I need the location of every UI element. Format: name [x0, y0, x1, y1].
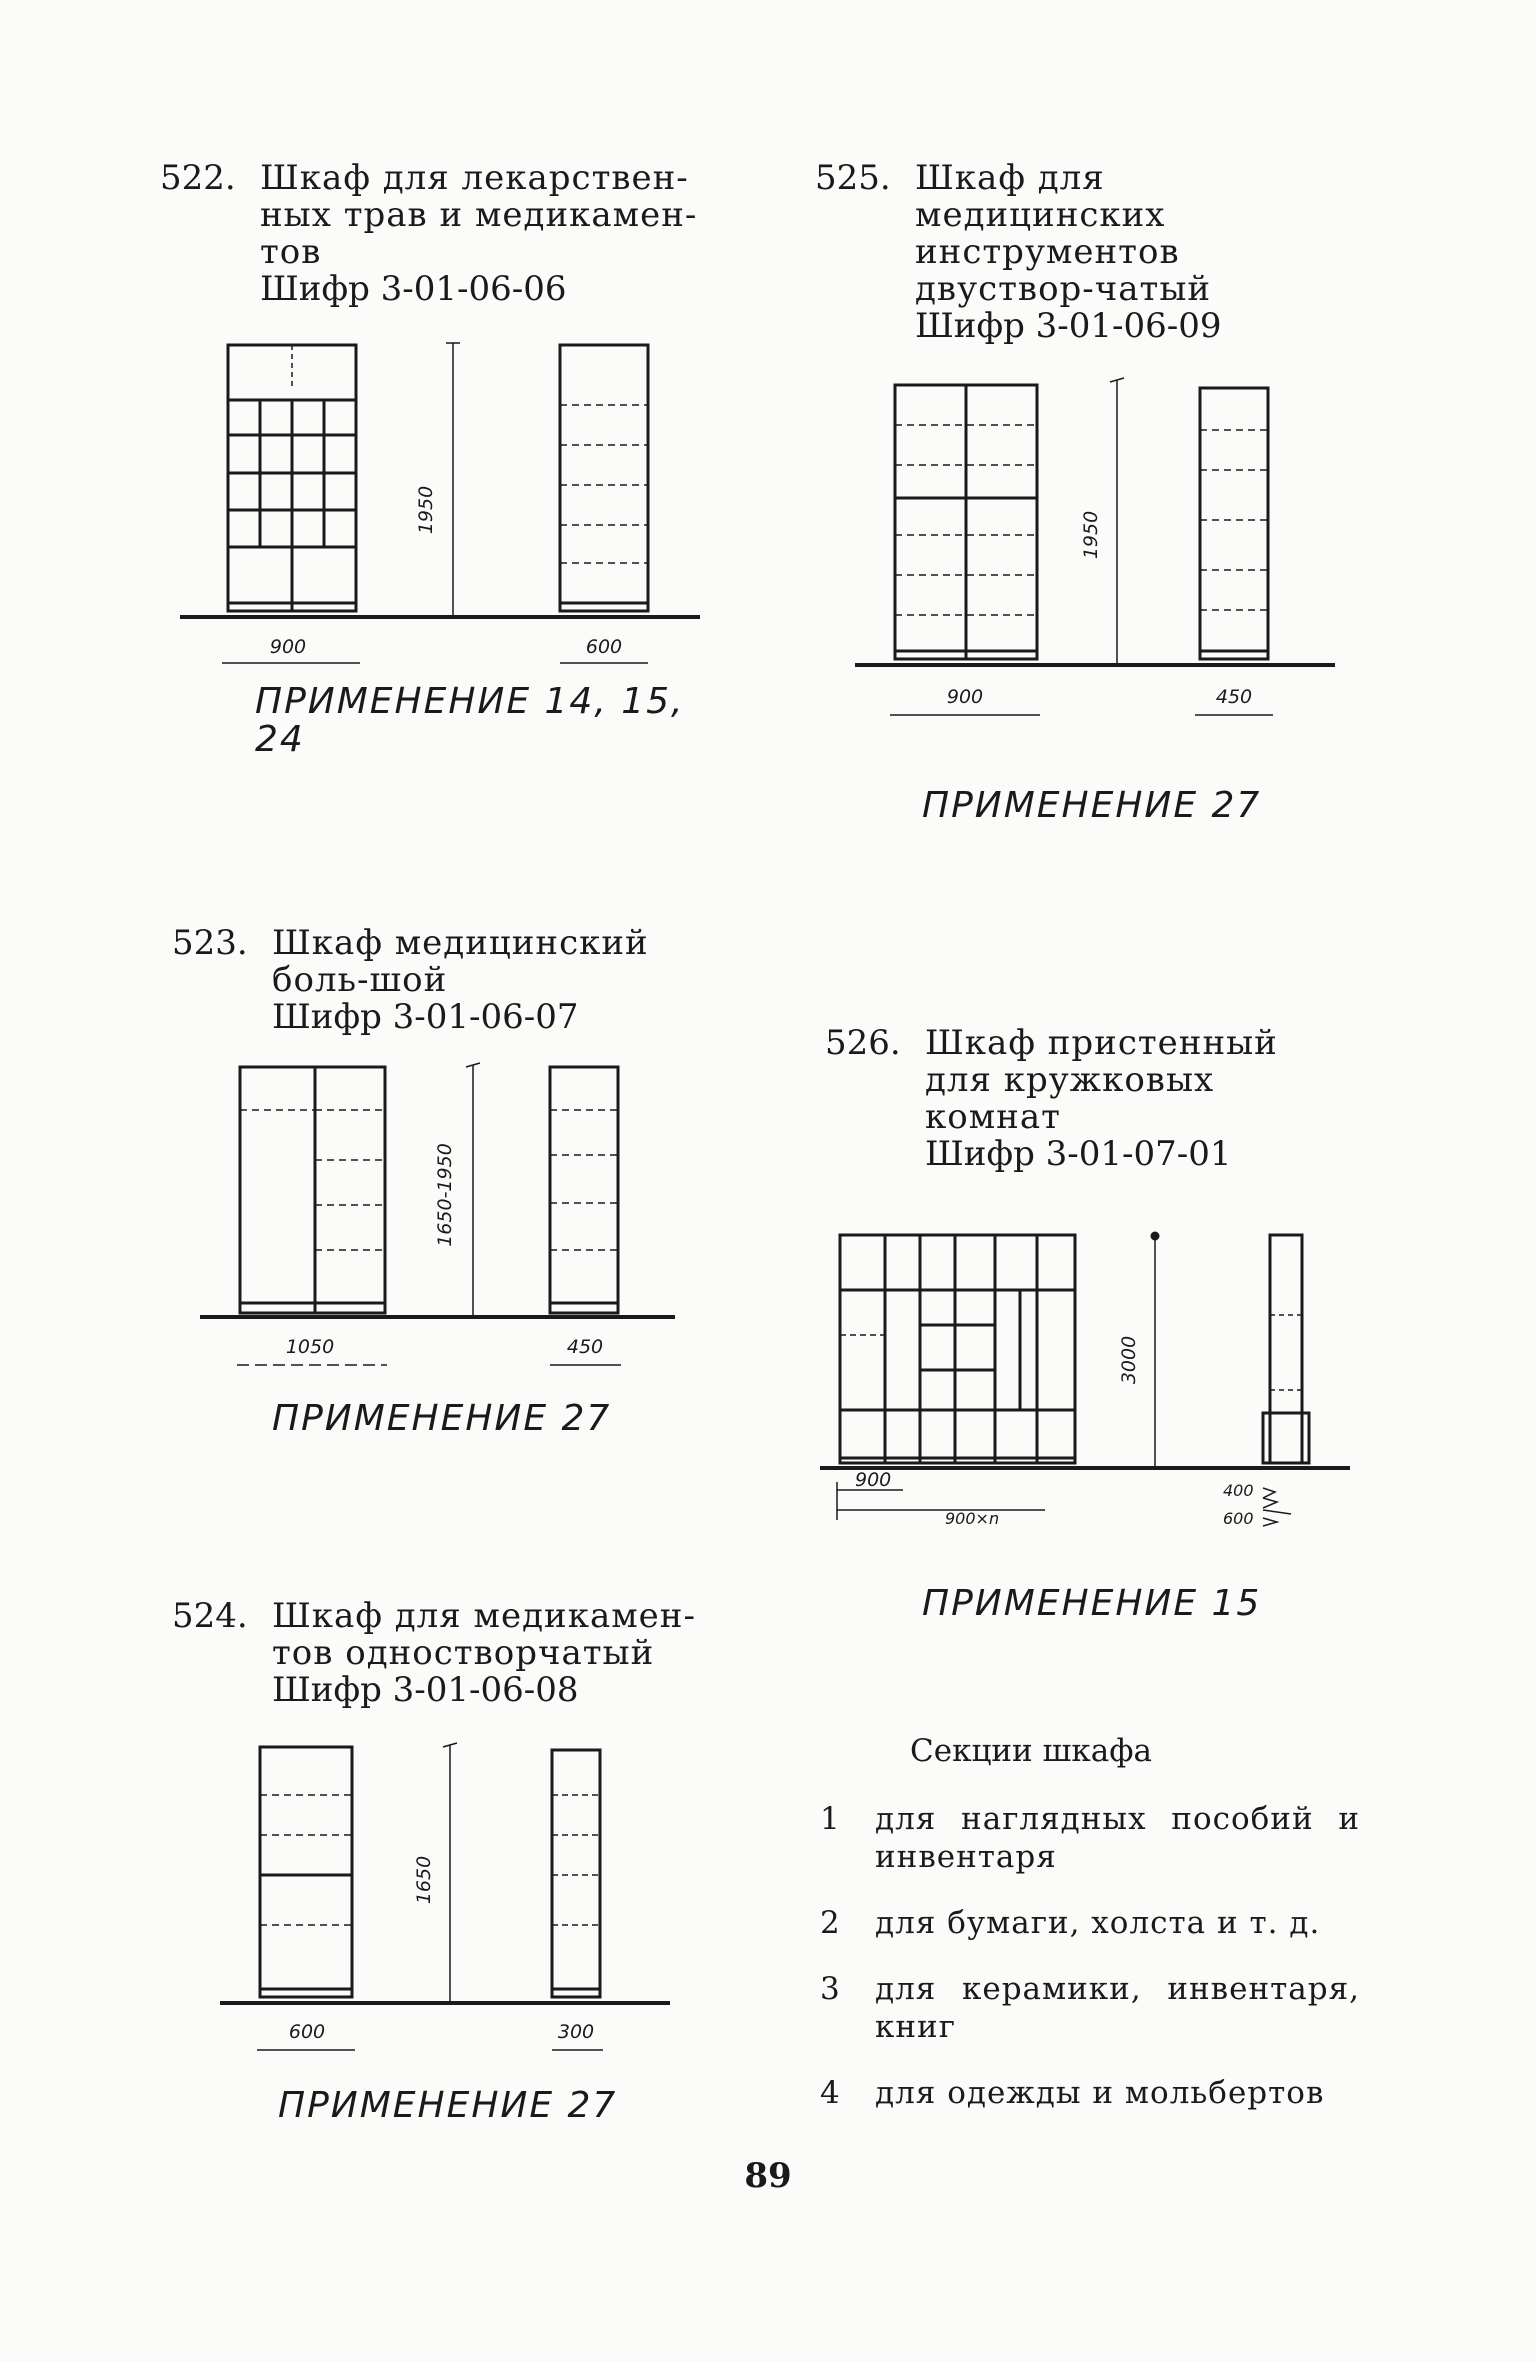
dim-front-width: 900	[269, 636, 307, 658]
entry-524	[172, 1598, 712, 1709]
drawing-524	[215, 1735, 695, 2075]
entry-code: Шифр 3-01-06-08	[272, 1670, 579, 1710]
section-text: для керамики, инвентаря, книг	[875, 1971, 1360, 2045]
entry-number: 526.	[825, 1023, 901, 1063]
section-item	[820, 1904, 1360, 1942]
section-text: для одежды и мольбертов	[875, 2075, 1325, 2111]
dim-height: 1950	[415, 485, 437, 535]
section-item	[820, 1800, 1360, 1876]
sections-title: Секции шкафа	[910, 1733, 1152, 1769]
entry-title: Шкаф для медицинских инструментов двуствор-чатый	[915, 158, 1212, 309]
dim-side-width-1: 400	[1223, 1481, 1254, 1500]
dim-front-width: 1050	[285, 1336, 335, 1358]
entry-code: Шифр 3-01-07-01	[925, 1134, 1232, 1174]
entry-title: Шкаф для лекарствен-ных трав и медикамен-тов	[260, 158, 698, 272]
application-523: ПРИМЕНЕНИЕ 27	[272, 1398, 612, 1439]
entry-code: Шифр 3-01-06-09	[915, 306, 1222, 346]
application-line: 24	[255, 719, 305, 760]
entry-523	[172, 925, 710, 1036]
section-number: 4	[820, 2075, 840, 2111]
section-number: 1	[820, 1801, 840, 1837]
application-524: ПРИМЕНЕНИЕ 27	[278, 2085, 618, 2126]
drawing-526	[815, 1220, 1355, 1550]
drawing-525	[845, 370, 1345, 730]
entry-number: 523.	[172, 923, 248, 963]
application-line: ПРИМЕНЕНИЕ 14, 15,	[255, 681, 685, 722]
dim-height: 1650-1950	[434, 1143, 456, 1247]
entry-number: 525.	[815, 158, 891, 198]
entry-code: Шифр 3-01-06-06	[260, 269, 567, 309]
entry-526	[825, 1025, 1355, 1173]
dim-side-width: 450	[566, 1336, 604, 1358]
drawing-523	[195, 1055, 695, 1385]
section-number: 2	[820, 1905, 840, 1941]
entry-number: 522.	[160, 158, 236, 198]
dim-height: 1950	[1080, 510, 1102, 560]
dim-height: 1650	[413, 1855, 435, 1905]
dim-front-width-n: 900×n	[945, 1509, 1000, 1528]
dim-side-width: 450	[1215, 686, 1253, 708]
application-526: ПРИМЕНЕНИЕ 15	[922, 1583, 1262, 1624]
section-text: для наглядных пособий и инвентаря	[875, 1801, 1360, 1875]
application-522	[255, 683, 684, 759]
section-number: 3	[820, 1971, 840, 2007]
entry-525	[815, 160, 1350, 345]
drawing-522	[170, 335, 710, 675]
dim-side-width-2: 600	[1223, 1509, 1254, 1528]
application-525: ПРИМЕНЕНИЕ 27	[922, 785, 1262, 826]
entry-522	[160, 160, 705, 308]
section-text: для бумаги, холста и т. д.	[875, 1905, 1321, 1941]
entry-title: Шкаф для медикамен-тов одностворчатый	[272, 1596, 696, 1673]
dim-front-width: 900	[946, 686, 984, 708]
sections-legend	[820, 1732, 1360, 2140]
section-item	[820, 2074, 1360, 2112]
entry-title: Шкаф пристенный для кружковых комнат	[925, 1023, 1278, 1137]
dim-side-width: 300	[557, 2021, 595, 2043]
dim-side-width: 600	[585, 636, 623, 658]
dim-height: 3000	[1118, 1335, 1140, 1385]
section-item	[820, 1970, 1360, 2046]
entry-title: Шкаф медицинский боль-шой	[272, 923, 649, 1000]
entry-number: 524.	[172, 1596, 248, 1636]
page-number: 89	[744, 2156, 792, 2196]
dim-front-width: 900	[855, 1469, 892, 1491]
dim-front-width: 600	[288, 2021, 326, 2043]
entry-code: Шифр 3-01-06-07	[272, 997, 579, 1037]
